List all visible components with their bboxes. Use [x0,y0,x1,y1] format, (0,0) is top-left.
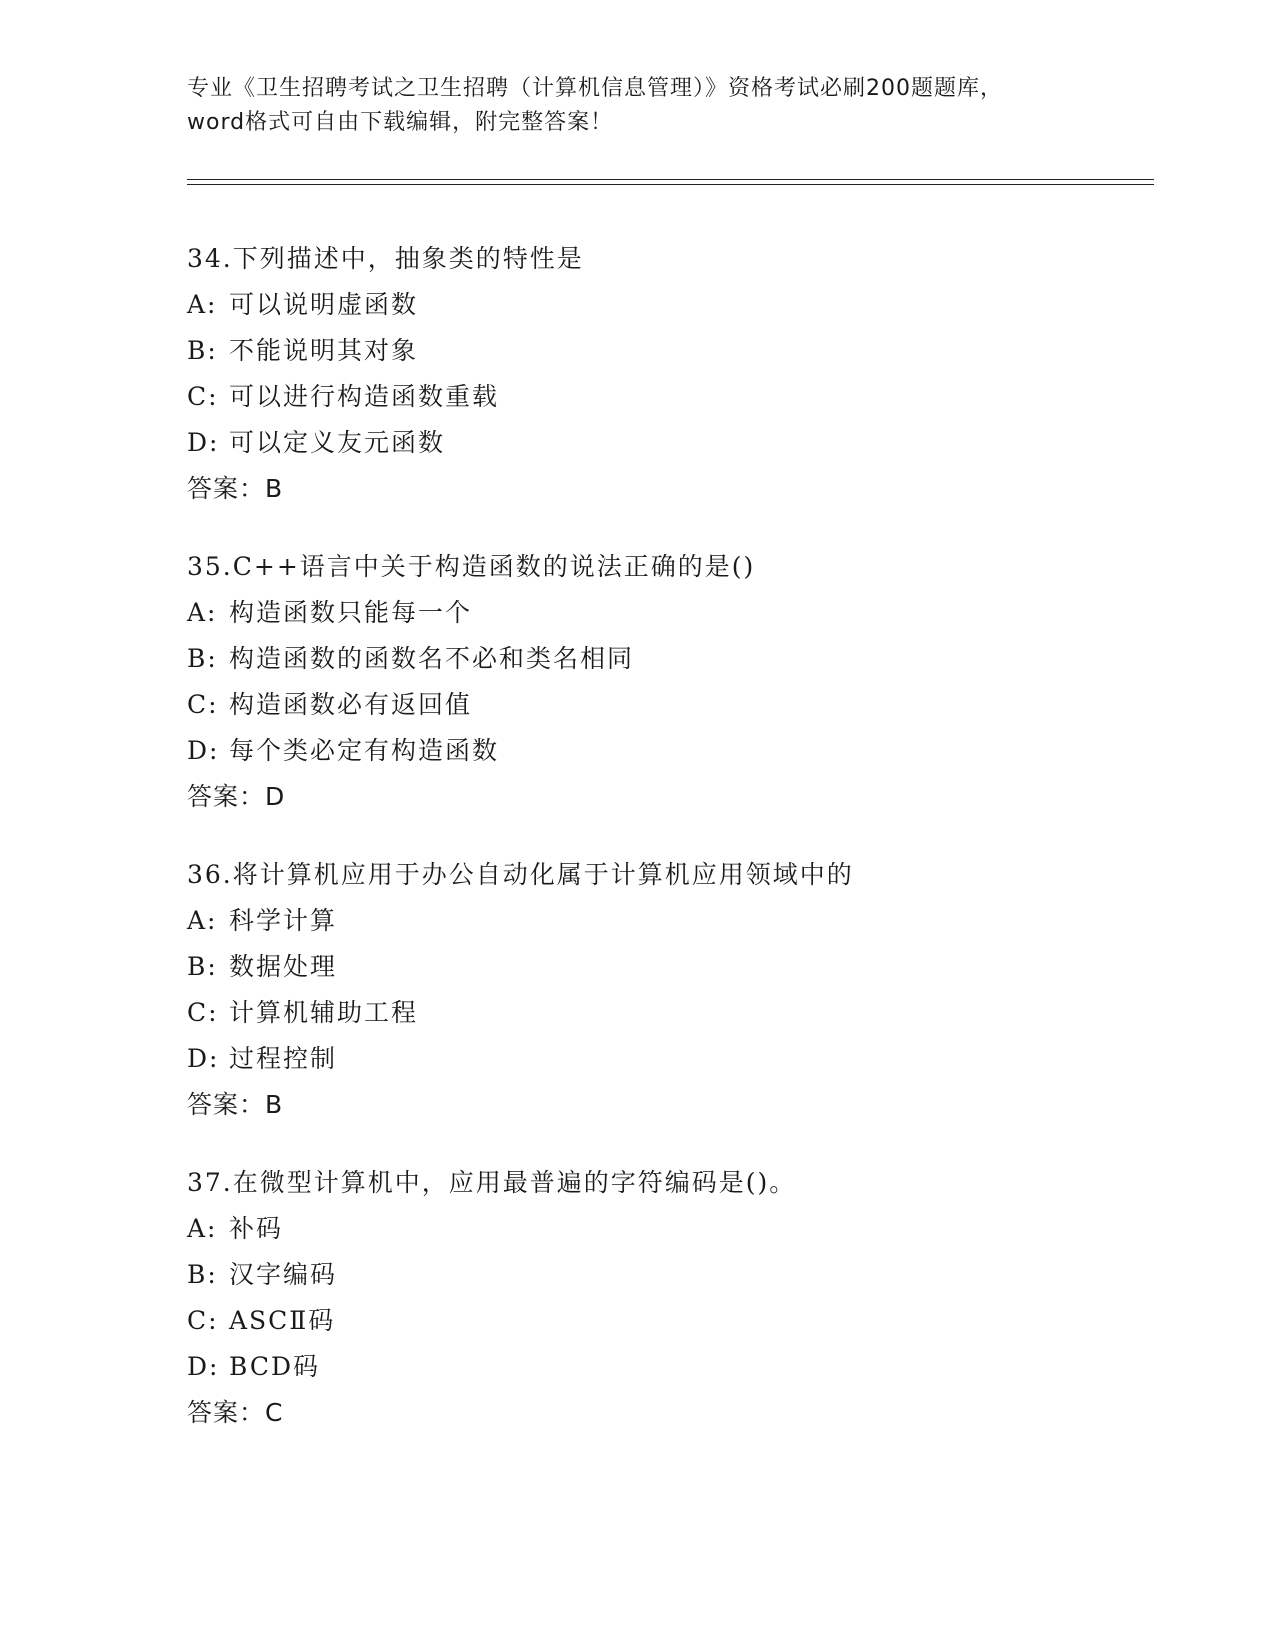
question-list [187,236,1147,1468]
option-letter: C: [187,1306,219,1335]
answer-line: 答案：C [187,1398,284,1427]
option-letter: B: [187,336,218,365]
answer-line: 答案：D [187,782,286,811]
option-letter: A: [187,906,218,935]
option-d [187,1344,1147,1390]
header-line-1: 专业《卫生招聘考试之卫生招聘（计算机信息管理）》资格考试必刷200题题库， [187,76,1003,101]
question-stem: 34.下列描述中，抽象类的特性是 [187,244,584,273]
option-text: 可以说明虚函数 [229,290,419,319]
option-c [187,1298,1147,1344]
option-letter: D: [187,1352,220,1381]
option-text: 可以定义友元函数 [229,428,446,457]
option-a [187,282,1147,328]
option-b [187,1252,1147,1298]
header-divider-bottom [187,184,1154,185]
option-d [187,420,1147,466]
header-line-2: word格式可自由下载编辑，附完整答案！ [187,110,614,135]
option-text: 可以进行构造函数重载 [229,382,500,411]
option-letter: C: [187,690,219,719]
option-text: 过程控制 [229,1044,338,1073]
option-c [187,374,1147,420]
option-letter: A: [187,598,218,627]
option-letter: B: [187,952,218,981]
option-text: 计算机辅助工程 [229,998,419,1027]
page-header [187,72,1107,140]
option-a [187,590,1147,636]
question-stem: 35.C++语言中关于构造函数的说法正确的是() [187,552,756,581]
option-text: 每个类必定有构造函数 [229,736,500,765]
option-text: 补码 [229,1214,284,1243]
option-b [187,944,1147,990]
option-c [187,990,1147,1036]
option-c [187,682,1147,728]
question-36 [187,852,1147,1128]
answer-line: 答案：B [187,474,284,503]
option-letter: C: [187,998,219,1027]
question-stem: 37.在微型计算机中，应用最普遍的字符编码是()。 [187,1168,797,1197]
option-letter: D: [187,1044,220,1073]
option-text: 构造函数只能每一个 [229,598,473,627]
option-text: 构造函数必有返回值 [229,690,473,719]
option-b [187,636,1147,682]
option-text: ASCⅡ码 [229,1306,336,1335]
option-a [187,898,1147,944]
option-letter: D: [187,736,220,765]
option-text: 汉字编码 [229,1260,338,1289]
option-text: BCD码 [229,1352,321,1381]
question-35 [187,544,1147,820]
option-letter: C: [187,382,219,411]
option-d [187,1036,1147,1082]
option-letter: A: [187,290,218,319]
option-letter: B: [187,644,218,673]
option-letter: D: [187,428,220,457]
option-text: 不能说明其对象 [229,336,419,365]
option-letter: B: [187,1260,218,1289]
answer-line: 答案：B [187,1090,284,1119]
question-34 [187,236,1147,512]
option-a [187,1206,1147,1252]
option-text: 数据处理 [229,952,338,981]
option-text: 科学计算 [229,906,338,935]
option-b [187,328,1147,374]
header-divider-top [187,179,1154,180]
question-37 [187,1160,1147,1436]
option-text: 构造函数的函数名不必和类名相同 [229,644,635,673]
option-letter: A: [187,1214,218,1243]
question-stem: 36.将计算机应用于办公自动化属于计算机应用领域中的 [187,860,854,889]
option-d [187,728,1147,774]
